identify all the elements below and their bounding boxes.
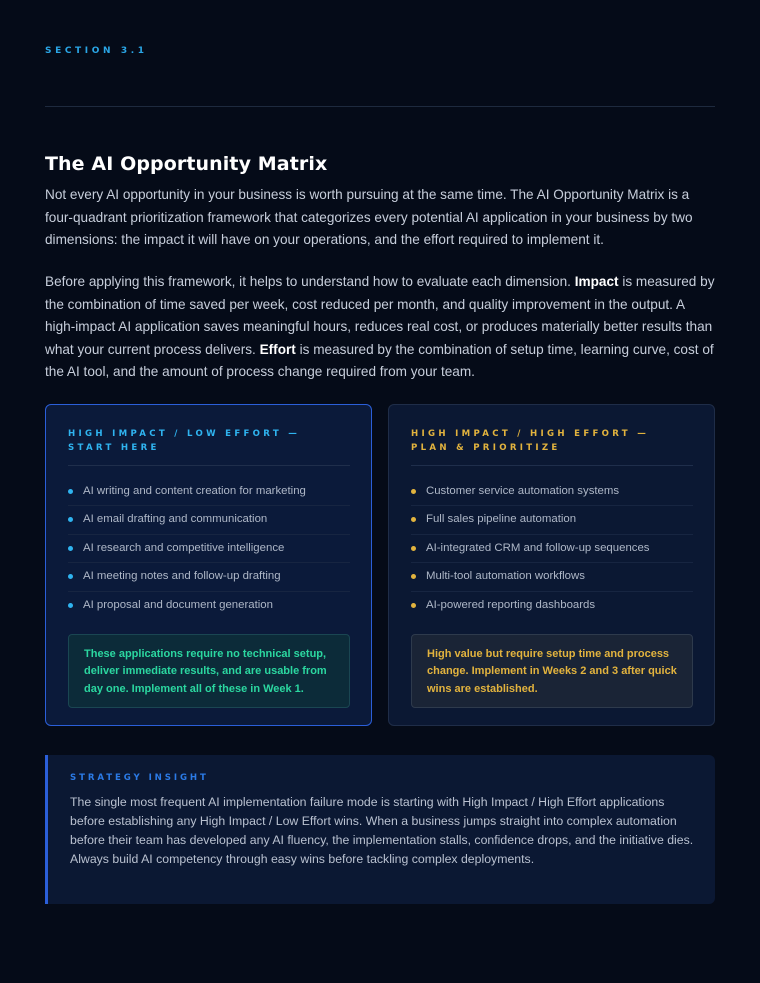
list-item: [68, 563, 350, 591]
strategy-insight-callout: [45, 755, 715, 904]
quadrant-note: High value but require setup time and process change. Implement in Weeks 2 and 3 after quick wins are established.: [411, 634, 693, 708]
list-item-text: Multi-tool automation workflows: [426, 570, 585, 583]
list-item: [411, 563, 693, 591]
bullet-dot-icon: [68, 546, 73, 551]
quadrant-list: [68, 478, 350, 620]
quadrant-card-start-here: [45, 404, 372, 726]
bullet-dot-icon: [411, 603, 416, 608]
intro-paragraph-1: Not every AI opportunity in your business is worth pursuing at the same time. The AI Opportunity Matrix is a four-quadrant prioritization framework that categorizes every potential AI application in your business by two dimensions: the impact it will have on your operations, and the effort required to implement it.: [45, 187, 693, 248]
list-item-text: AI-powered reporting dashboards: [426, 598, 596, 611]
quadrant-list: [411, 478, 693, 620]
insight-heading: STRATEGY INSIGHT: [70, 773, 209, 783]
page-title: The AI Opportunity Matrix: [45, 153, 328, 175]
p2-text-before: Before applying this framework, it helps to understand how to evaluate each dimension.: [45, 274, 575, 289]
quadrant-card-plan-prioritize: [388, 404, 715, 726]
list-item: [411, 506, 693, 534]
intro-paragraph-2: [45, 271, 717, 384]
list-item-text: AI writing and content creation for marketing: [83, 485, 306, 497]
effort-term: Effort: [259, 341, 296, 357]
bullet-dot-icon: [68, 603, 73, 608]
bullet-dot-icon: [411, 546, 416, 551]
bullet-dot-icon: [68, 574, 73, 579]
list-item: [411, 592, 693, 620]
list-item-text: AI research and competitive intelligence: [83, 541, 285, 554]
bullet-dot-icon: [411, 574, 416, 579]
list-item: [68, 592, 350, 620]
list-item-text: Full sales pipeline automation: [426, 513, 577, 526]
list-item-text: AI meeting notes and follow-up drafting: [83, 570, 281, 583]
list-item-text: AI proposal and document generation: [83, 598, 273, 611]
quadrant-note: These applications require no technical setup, deliver immediate results, and are usable from day one. Implement all of these in Week 1.: [68, 634, 350, 708]
quadrant-heading: HIGH IMPACT / HIGH EFFORT — PLAN & PRIORITIZE: [411, 429, 650, 453]
bullet-dot-icon: [411, 489, 416, 494]
list-item: [411, 535, 693, 563]
bullet-dot-icon: [68, 489, 73, 494]
list-item-text: AI-integrated CRM and follow-up sequences: [426, 541, 650, 554]
section-divider: [45, 106, 715, 107]
insight-body: The single most frequent AI implementation failure mode is starting with High Impact / High Effort applications before establishing any High Impact / Low Effort wins. When a business jumps straight into complex automation before their team has developed any AI fluency, the implementation stalls, confidence drops, and the initiative dies. Always build AI competency through easy wins before tackling complex deployments.: [70, 795, 694, 866]
quadrant-divider: [68, 465, 350, 466]
bullet-dot-icon: [68, 517, 73, 522]
bullet-dot-icon: [411, 517, 416, 522]
quadrant-heading: HIGH IMPACT / LOW EFFORT — START HERE: [68, 429, 301, 453]
list-item-text: Customer service automation systems: [426, 485, 620, 497]
list-item: [68, 535, 350, 563]
list-item-text: AI email drafting and communication: [83, 513, 268, 526]
p2-text-middle: is measured by the combination of time saved per week, cost reduced per month, and quality improvement in the output. A high-impact AI application saves meaningful hours, reduces real cost, or produces materially better results than what your current process delivers.: [45, 274, 715, 357]
impact-term: Impact: [574, 274, 619, 289]
list-item: [68, 478, 350, 506]
quadrant-divider: [411, 465, 693, 466]
p2-text-after: is measured by the combination of setup time, learning curve, cost of the AI tool, and the amount of process change required from your team.: [45, 341, 714, 380]
list-item: [411, 478, 693, 506]
list-item: [68, 506, 350, 534]
section-label: SECTION 3.1: [45, 46, 148, 56]
